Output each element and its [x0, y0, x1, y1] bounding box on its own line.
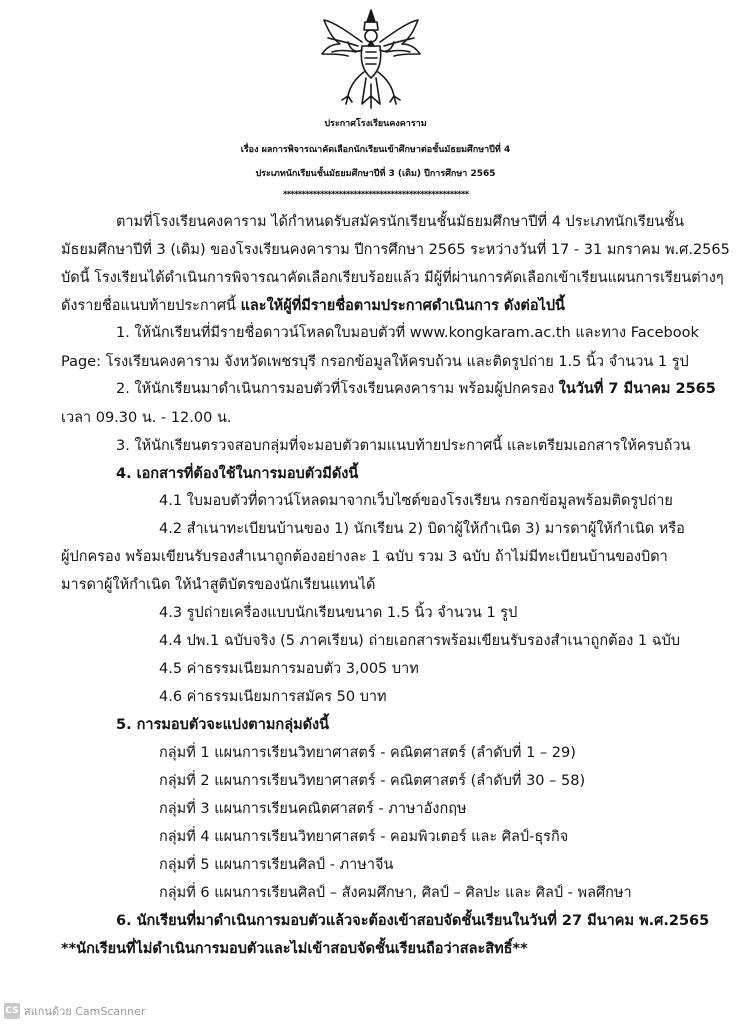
announcement-title: ประกาศโรงเรียนคงคาราม: [324, 119, 427, 129]
item-6: 6. นักเรียนที่มาดำเนินการมอบตัวแล้วจะต้องเข้าสอบจัดชั้นเรียนในวันที่ 27 มีนาคม พ.ศ.2565: [116, 913, 710, 929]
item-2-line-2: เวลา 09.30 น. - 12.00 น.: [61, 410, 232, 426]
item-4-2-line-3: มารดาผู้ให้กำเนิด ให้นำสูติบัตรของนักเรียนแทนได้: [61, 577, 376, 593]
item-4-4: 4.4 ปพ.1 ฉบับจริง (5 ภาคเรียน) ถ่ายเอกสารพร้อมเขียนรับรองสำเนาถูกต้อง 1 ฉบับ: [159, 633, 681, 649]
item-2-line-1: [116, 379, 716, 399]
item-1-line-2: Page: โรงเรียนคงคาราม จังหวัดเพชรบุรี กรอกข้อมูลให้ครบถ้วน และติดรูปถ่าย 1.5 นิ้ว จำนวน 1 รูป: [61, 354, 689, 370]
item-2-date-bold: ในวันที่ 7 มีนาคม 2565: [558, 381, 716, 397]
separator-stars: **************************************************: [282, 190, 469, 200]
item-2-normal: 2. ให้นักเรียนมาดำเนินการมอบตัวที่โรงเรียนคงคาราม พร้อมผู้ปกครอง: [116, 381, 559, 397]
intro-line-2: มัธยมศึกษาปีที่ 3 (เดิม) ของโรงเรียนคงคาราม ปีการศึกษา 2565 ระหว่างวันที่ 17 - 31 มกราคม พ.ศ.2565: [61, 242, 730, 258]
item-5-title: 5. การมอบตัวจะแบ่งตามกลุ่มดังนี้: [116, 717, 330, 733]
item-3: 3. ให้นักเรียนตรวจสอบกลุ่มที่จะมอบตัวตามแนบท้ายประกาศนี้ และเตรียมเอกสารให้ครบถ้วน: [116, 438, 691, 454]
forfeit-warning: **นักเรียนที่ไม่ดำเนินการมอบตัวและไม่เข้าสอบจัดชั้นเรียนถือว่าสละสิทธิ์**: [61, 941, 528, 957]
item-4-title: 4. เอกสารที่ต้องใช้ในการมอบตัวมีดังนี้: [116, 466, 359, 482]
item-4-6: 4.6 ค่าธรรมเนียมการสมัคร 50 บาท: [159, 689, 387, 705]
item-4-1: 4.1 ใบมอบตัวที่ดาวน์โหลดมาจากเว็บไซต์ของโรงเรียน กรอกข้อมูลพร้อมติดรูปถ่าย: [159, 493, 673, 509]
group-5: กลุ่มที่ 5 แผนการเรียนศิลป์ - ภาษาจีน: [159, 857, 394, 873]
group-4: กลุ่มที่ 4 แผนการเรียนวิทยาศาสตร์ - คอมพิวเตอร์ และ ศิลป์-ธุรกิจ: [159, 829, 569, 845]
camscanner-icon: CS: [4, 1003, 20, 1019]
intro-line-4-bold: และให้ผู้ที่มีรายชื่อตามประกาศดำเนินการ ดังต่อไปนี้: [240, 298, 565, 314]
item-1-line-1: 1. ให้นักเรียนที่มีรายชื่อดาวน์โหลดใบมอบตัวที่ www.kongkaram.ac.th และทาง Facebook: [116, 325, 699, 341]
announcement-subject: เรื่อง ผลการพิจารณาคัดเลือกนักเรียนเข้าศึกษาต่อชั้นมัธยมศึกษาปีที่ 4: [240, 145, 511, 155]
group-3: กลุ่มที่ 3 แผนการเรียนคณิตศาสตร์ - ภาษาอังกฤษ: [159, 801, 467, 817]
intro-line-3: บัดนี้ โรงเรียนได้ดำเนินการพิจารณาคัดเลือกเรียบร้อยแล้ว มีผู้ที่ผ่านการคัดเลือกเข้าเรียนแผนการเรียนต่างๆ: [61, 270, 724, 286]
item-4-2-line-2: ผู้ปกครอง พร้อมเขียนรับรองสำเนาถูกต้องอย่างละ 1 ฉบับ รวม 3 ฉบับ ถ้าไม่มีทะเบียนบ้านของบิดา: [61, 549, 668, 565]
item-4-2-line-1: 4.2 สำเนาทะเบียนบ้านของ 1) นักเรียน 2) บิดาผู้ให้กำเนิด 3) มารดาผู้ให้กำเนิด หรือ: [159, 521, 685, 537]
group-6: กลุ่มที่ 6 แผนการเรียนศิลป์ – สังคมศึกษา, ศิลป์ – ศิลปะ และ ศิลป์ - พลศึกษา: [159, 885, 632, 901]
item-4-3: 4.3 รูปถ่ายเครื่องแบบนักเรียนขนาด 1.5 นิ้ว จำนวน 1 รูป: [159, 605, 518, 621]
camscanner-watermark: [4, 1002, 145, 1020]
camscanner-text: สแกนด้วย CamScanner: [24, 1005, 146, 1018]
intro-line-1: ตามที่โรงเรียนคงคาราม ได้กำหนดรับสมัครนักเรียนชั้นมัธยมศึกษาปีที่ 4 ประเภทนักเรียนชั้น: [116, 214, 685, 230]
group-1: กลุ่มที่ 1 แผนการเรียนวิทยาศาสตร์ - คณิตศาสตร์ (ลำดับที่ 1 – 29): [159, 745, 576, 761]
intro-line-4: [61, 296, 565, 316]
group-2: กลุ่มที่ 2 แผนการเรียนวิทยาศาสตร์ - คณิตศาสตร์ (ลำดับที่ 30 – 58): [159, 773, 586, 789]
announcement-type-line: ประเภทนักเรียนชั้นมัธยมศึกษาปีที่ 3 (เดิม) ปีการศึกษา 2565: [255, 169, 496, 179]
garuda-emblem-icon: [318, 8, 424, 112]
item-4-5: 4.5 ค่าธรรมเนียมการมอบตัว 3,005 บาท: [159, 661, 419, 677]
intro-line-4-normal: ดังรายชื่อแนบท้ายประกาศนี้: [61, 298, 241, 314]
